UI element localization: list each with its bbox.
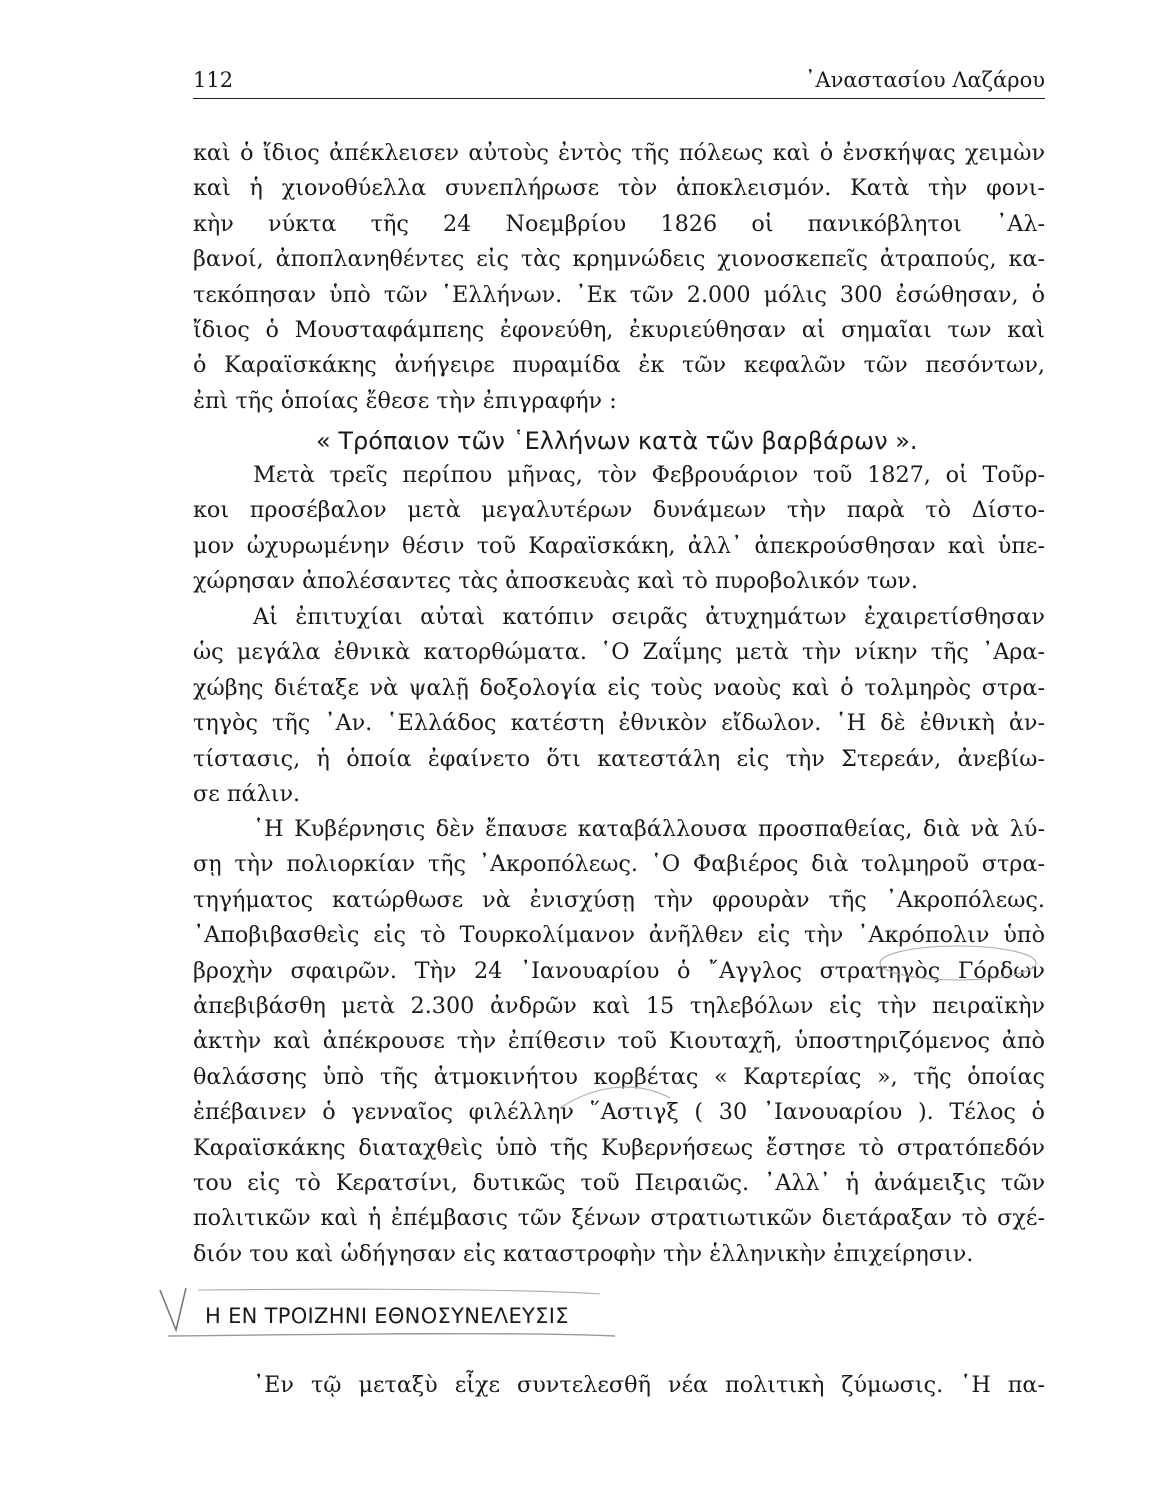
paragraph-2 (193, 458, 1045, 600)
text-line: καὶ ὁ ἴδιος ἀπέκλεισεν αὐτοὺς ἐντὸς τῆς πόλεως καὶ ὁ ἐνσκήψας χειμὼν (193, 140, 1045, 166)
text-line: βροχὴν σφαιρῶν. Τὴν 24 ᾿Ιανουαρίου ὁ ῎Αγγλος στρατηγὸς Γόρδων (193, 957, 1045, 984)
quote-text: « Τρόπαιον τῶν ῾Ελλήνων κατὰ τῶν βαρβάρων ». (316, 427, 918, 455)
text-line: καὶ ἡ χιονοθύελλα συνεπλήρωσε τὸν ἀποκλεισμόν. Κατὰ τὴν φονι- (193, 175, 1045, 202)
page-number: 112 (193, 68, 234, 92)
text-line: Καραϊσκάκης διαταχθεὶς ὑπὸ τῆς Κυβερνήσεως ἔστησε τὸ στρατόπεδόν (193, 1134, 1045, 1161)
text-line: Μετὰ τρεῖς περίπου μῆνας, τὸν Φεβρουάριον τοῦ 1827, οἱ Τοῦρ- (253, 462, 1045, 488)
text-line: ἐπὶ τῆς ὁποίας ἔθεσε τὴν ἐπιγραφήν : (193, 387, 617, 414)
text-line: χώβης διέταξε νὰ ψαλῇ δοξολογία εἰς τοὺς ναοὺς καὶ ὁ τολμηρὸς στρα- (193, 674, 1045, 701)
text-line: ὡς μεγάλα ἐθνικὰ κατορθώματα. ῾Ο Ζαΐμης μετὰ τὴν νίκην τῆς ᾿Αρα- (193, 639, 1045, 666)
inscription-quote (193, 423, 1045, 459)
text-line: κοι προσέβαλον μετὰ μεγαλυτέρων δυνάμεων τὴν παρὰ τὸ Δίστο- (193, 497, 1045, 524)
check-mark-icon (160, 1288, 186, 1330)
text-line: πολιτικῶν καὶ ἡ ἐπέμβασις τῶν ξένων στρατιωτικῶν διετάραξαν τὸ σχέ- (193, 1205, 1045, 1232)
paragraph-3 (193, 600, 1045, 812)
text-line: τηγήματος κατώρθωσε νὰ ἐνισχύσῃ τὴν φρουρὰν τῆς ᾿Ακροπόλεως. (193, 886, 1045, 913)
heading-overline (198, 1289, 600, 1294)
text-line: τηγὸς τῆς ᾿Αν. ῾Ελλάδος κατέστη ἐθνικὸν εἴδωλον. ῾Η δὲ ἐθνικὴ ἀν- (193, 710, 1045, 737)
text-line: βανοί, ἀποπλανηθέντες εἰς τὰς κρημνώδεις χιονοσκεπεῖς ἀτραπούς, κα- (193, 246, 1045, 273)
paragraph-1 (193, 136, 1045, 419)
heading-underline (168, 1334, 615, 1336)
text-line: σῃ τὴν πολιορκίαν τῆς ᾿Ακροπόλεως. ῾Ο Φαβιέρος διὰ τολμηροῦ στρα- (193, 851, 1045, 878)
text-line: ῾Η Κυβέρνησις δὲν ἔπαυσε καταβάλλουσα προσπαθείας, διὰ νὰ λύ- (253, 816, 1045, 842)
text-line: διόν του καὶ ὡδήγησαν εἰς καταστροφὴν τὴν ἑλληνικὴν ἐπιχείρησιν. (193, 1240, 974, 1267)
text-line: ἴδιος ὁ Μουσταφάμπεης ἐφονεύθη, ἐκυριεύθησαν αἱ σημαῖαι των καὶ (193, 316, 1045, 343)
text-line: σε πάλιν. (193, 780, 301, 807)
text-line: κὴν νύκτα τῆς 24 Νοεμβρίου 1826 οἱ πανικόβλητοι ᾿Αλ- (193, 210, 1045, 237)
text-line: ἐπέβαινεν ὁ γενναῖος φιλέλλην ῞Αστιγξ ( 30 ᾿Ιανουαρίου ). Τέλος ὁ (193, 1099, 1045, 1126)
text-line: Αἱ ἐπιτυχίαι αὐταὶ κατόπιν σειρᾶς ἀτυχημάτων ἐχαιρετίσθησαν (253, 604, 1045, 630)
text-line: ᾿Εν τῷ μεταξὺ εἶχε συντελεσθῆ νέα πολιτικὴ ζύμωσις. ῾Η πα- (253, 1372, 1045, 1398)
text-line: ᾿Αποβιβασθεὶς εἰς τὸ Τουρκολίμανον ἀνῆλθεν εἰς τὴν ᾿Ακρόπολιν ὑπὸ (193, 922, 1045, 949)
text-line: χώρησαν ἀπολέσαντες τὰς ἀποσκευὰς καὶ τὸ πυροβολικόν των. (193, 568, 918, 595)
text-line: ἀκτὴν καὶ ἀπέκρουσε τὴν ἐπίθεσιν τοῦ Κιουταχῆ, ὑποστηριζόμενος ἀπὸ (193, 1028, 1045, 1055)
paragraph-5 (193, 1368, 1045, 1403)
text-line: του εἰς τὸ Κερατσίνι, δυτικῶς τοῦ Πειραιῶς. ᾿Αλλ᾿ ἡ ἀνάμειξις τῶν (193, 1169, 1045, 1196)
text-line: μον ὠχυρωμένην θέσιν τοῦ Καραϊσκάκη, ἀλλ᾿ ἀπεκρούσθησαν καὶ ὑπε- (193, 532, 1045, 559)
paragraph-4 (193, 812, 1045, 1272)
text-line: τεκόπησαν ὑπὸ τῶν ῾Ελλήνων. ᾿Εκ τῶν 2.000 μόλις 300 ἐσώθησαν, ὁ (193, 281, 1045, 308)
page-header (193, 66, 1045, 99)
text-line: ὁ Καραϊσκάκης ἀνήγειρε πυραμίδα ἐκ τῶν κεφαλῶν τῶν πεσόντων, (193, 352, 1045, 379)
text-line: τίστασις, ἡ ὁποία ἐφαίνετο ὅτι κατεστάλη εἰς τὴν Στερεάν, ἀνεβίω- (193, 745, 1045, 772)
running-head: ᾿Αναστασίου Λαζάρου (804, 68, 1045, 92)
section-heading: Η ΕΝ ΤΡΟΙΖΗΝΙ ΕΘΝΟΣΥΝΕΛΕΥΣΙΣ (205, 1304, 569, 1328)
text-line: θαλάσσης ὑπὸ τῆς ἀτμοκινήτου κορβέτας « Καρτερίας », τῆς ὁποίας (193, 1063, 1045, 1090)
text-line: ἀπεβιβάσθη μετὰ 2.300 ἀνδρῶν καὶ 15 τηλεβόλων εἰς τὴν πειραϊκὴν (193, 992, 1045, 1019)
